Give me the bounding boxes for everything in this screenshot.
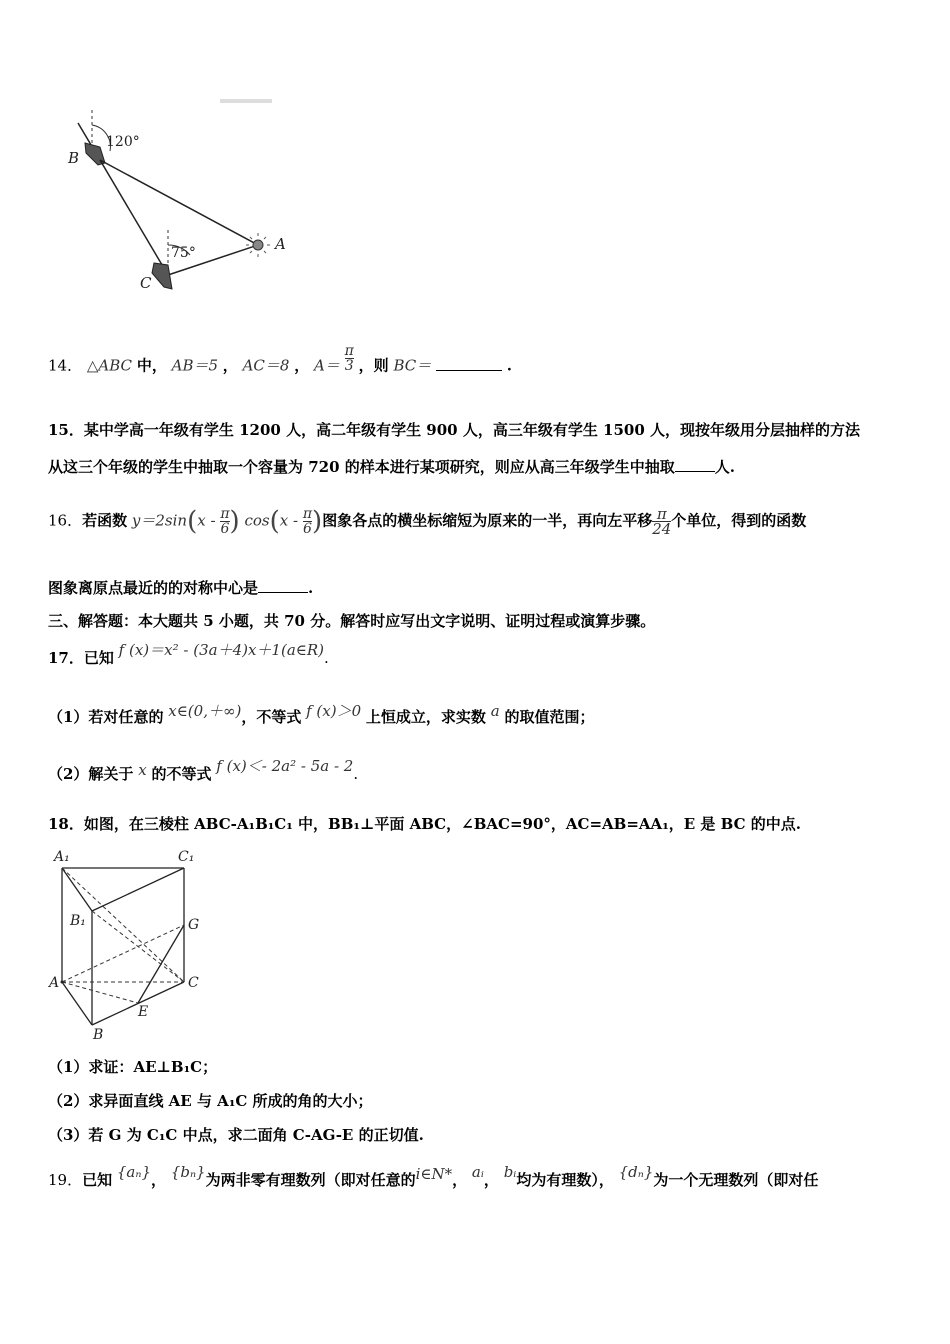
prism-b-label: B <box>93 1027 104 1043</box>
q14-ac: AC＝8 <box>242 356 290 375</box>
q17-end: . <box>324 649 329 667</box>
q14-number: 14． <box>48 356 83 375</box>
q19-pre: 已知 <box>82 1171 113 1189</box>
q16-x-minus-2: x - <box>279 511 303 530</box>
prism-c1-label: C₁ <box>178 849 195 865</box>
q19-dn: {dₙ} <box>618 1163 654 1181</box>
q14-triangle: △ABC <box>86 356 133 375</box>
q14-frac-num: π <box>344 343 354 359</box>
q19-bi: bᵢ <box>503 1163 517 1181</box>
q14-end: . <box>506 356 513 375</box>
q17-p1-ineq: f (x)＞0 <box>306 702 362 720</box>
question-18-part1: （1）求证：AE⊥B₁C； <box>48 1058 218 1076</box>
q16-pre: 若函数 <box>82 511 128 530</box>
q16-cos: cos <box>244 511 270 530</box>
question-16: 16．若函数 y＝2sin(x - $\frac{\pi}{6}$ ) cos(x - $\frac{\pi}{6}$ )图象各点的横坐标缩短为原来的一半，再向左平移 $\frac{\pi}{24}$ 个单位，得到的函数 <box>48 505 807 538</box>
prism-e-label: E <box>138 1004 149 1020</box>
q14-comma2: ， <box>294 356 310 375</box>
q17-p2-x: x <box>138 761 147 779</box>
q19-comma3: ， <box>483 1171 499 1189</box>
q16-frac1-num: π <box>220 506 230 522</box>
q19-an: {aₙ} <box>116 1163 151 1181</box>
q16-frac-2 <box>303 507 312 536</box>
q16-frac1-den: 6 <box>220 521 230 537</box>
prism-a-label: A <box>49 975 60 991</box>
q16-shift-num: π <box>656 505 667 523</box>
q16-frac-1 <box>220 507 229 536</box>
q14-frac-den: 3 <box>344 358 354 374</box>
prism-b1-label: B₁ <box>70 913 86 929</box>
q17-p1-a-var: a <box>490 702 500 720</box>
q17-p2-a: （2）解关于 <box>48 765 134 783</box>
q14-ab: AB＝5 <box>171 356 219 375</box>
q14-answer-blank[interactable] <box>436 356 502 371</box>
q17-pre: 已知 <box>83 649 114 667</box>
q16-line2-end: . <box>308 579 314 597</box>
q19-comma2: ， <box>452 1171 468 1189</box>
question-17-part2 <box>48 757 359 784</box>
question-19 <box>48 1163 819 1190</box>
prism-c-label: C <box>188 975 199 991</box>
q14-a-eq: A＝ <box>314 356 340 375</box>
q17-p2-b: 的不等式 <box>151 765 212 783</box>
angle-c-label: 75° <box>171 245 196 261</box>
q16-number: 16． <box>48 511 83 530</box>
q16-answer-blank[interactable] <box>258 578 308 593</box>
q14-bc: BC＝ <box>393 356 432 375</box>
q19-i-in-n: i∈N* <box>415 1165 453 1183</box>
q17-p2-ineq: f (x)＜- 2a² - 5a - 2 <box>216 757 354 775</box>
q14-comma1: ， <box>222 356 238 375</box>
question-14 <box>48 343 513 381</box>
q15-text: 从这三个年级的学生中抽取一个容量为 720 的样本进行某项研究，则应从高三年级学生中抽取 <box>48 458 675 476</box>
q17-number: 17． <box>48 649 84 667</box>
q19-ai: aᵢ <box>471 1163 484 1181</box>
q19-mid1: 为两非零有理数列（即对任意的 <box>205 1171 416 1189</box>
q16-frac2-den: 6 <box>302 521 312 537</box>
prism-g-label: G <box>188 917 200 933</box>
q19-comma: ， <box>151 1171 167 1189</box>
q16-line2-text: 图象离原点最近的的对称中心是 <box>48 579 259 597</box>
q16-mid: 图象各点的横坐标缩短为原来的一半，再向左平移 <box>322 511 653 530</box>
q17-p1-set: x∈(0,＋∞) <box>168 702 242 720</box>
q14-then: ，则 <box>358 356 389 375</box>
q14-fraction <box>345 344 354 373</box>
q16-shift-den: 24 <box>652 520 672 538</box>
question-18-part3: （3）若 G 为 C₁C 中点，求二面角 C-AG-E 的正切值. <box>48 1126 424 1144</box>
q15-answer-blank[interactable] <box>675 457 715 472</box>
point-a-label: A <box>275 235 286 253</box>
question-16-line2 <box>48 578 313 598</box>
prism-a1-label: A₁ <box>54 849 70 865</box>
q16-x-minus-1: x - <box>197 511 221 530</box>
question-17 <box>48 641 329 668</box>
bearing-figure <box>60 95 310 300</box>
question-15-line1: 15．某中学高一年级有学生 1200 人，高二年级有学生 900 人，高三年级有学生 1500 人，现按年级用分层抽样的方法 <box>48 421 861 439</box>
q14-zhong: 中， <box>136 356 167 375</box>
q19-bn: {bₙ} <box>170 1163 206 1181</box>
q16-y-eq: y＝2sin <box>131 511 188 530</box>
q17-p1-a: （1）若对任意的 <box>48 708 164 726</box>
q17-p1-c: 上恒成立，求实数 <box>365 708 486 726</box>
q19-mid2: 均为有理数）， <box>516 1171 614 1189</box>
question-17-part1 <box>48 702 595 727</box>
question-18-stem: 18．如图，在三棱柱 ABC-A₁B₁C₁ 中，BB₁⊥平面 ABC，∠BAC=90°，AC=AB=AA₁，E 是 BC 的中点. <box>48 815 801 833</box>
section-3-header: 三、解答题：本大题共 5 小题，共 70 分。解答时应写出文字说明、证明过程或演算步骤。 <box>48 612 656 630</box>
q16-frac2-num: π <box>302 506 313 522</box>
point-c-label: C <box>140 274 152 292</box>
q17-p2-end: . <box>353 765 359 783</box>
q19-tail: 为一个无理数列（即对任 <box>653 1171 819 1189</box>
q15-end: 人. <box>714 458 735 476</box>
q16-tail: 个单位，得到的函数 <box>671 511 807 530</box>
q17-func: f (x)＝x² - (3a＋4)x＋1(a∈R) <box>118 641 325 659</box>
point-b-label: B <box>68 149 80 167</box>
question-18-part2: （2）求异面直线 AE 与 A₁C 所成的角的大小； <box>48 1092 373 1110</box>
q17-p1-d: 的取值范围； <box>504 708 595 726</box>
q19-number: 19． <box>48 1171 83 1189</box>
angle-b-label: 120° <box>106 134 140 150</box>
prism-figure <box>46 843 226 1048</box>
q17-p1-b: ，不等式 <box>241 708 302 726</box>
q16-shift-frac <box>652 507 671 536</box>
question-15-line2 <box>48 457 735 477</box>
